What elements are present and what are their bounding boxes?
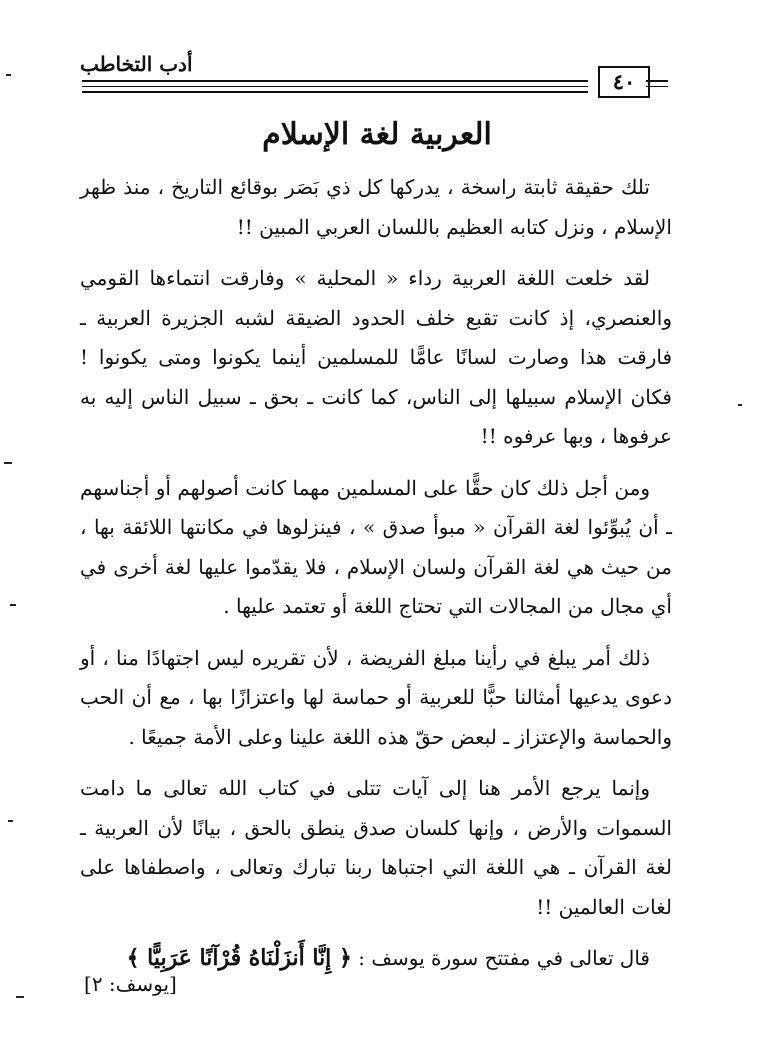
- paragraph: ذلك أمر يبلغ في رأينا مبلغ الفريضة ، لأن تقريره ليس اجتهادًا منا ، أو دعوى يدعيها أمثالنا حبًّا للعربية أو حماسة لها واعتزازًا بها ، مع أن الحب والحماسة والإعتزاز ـ لبعض حقّ هذه اللغة علينا وعلى الأمة جميعًا .: [80, 645, 672, 749]
- scan-speck: [4, 462, 12, 464]
- scan-speck: [738, 404, 742, 406]
- chapter-title: العربية لغة الإسلام: [262, 117, 492, 152]
- header-rule: [646, 80, 668, 82]
- scan-speck: [10, 604, 16, 606]
- paragraph: تلك حقيقة ثابتة راسخة ، يدركها كل ذي بَصَر بوقائع التاريخ ، منذ ظهر الإسلام ، ونزل كتابه العظيم باللسان العربي المبين !!: [80, 175, 672, 239]
- paragraph: لقد خلعت اللغة العربية رداء « المحلية » وفارقت انتماءها القومي والعنصري، إذ كانت تقبع خلف الحدود الضيقة لشبه الجزيرة العربية ـ فارقت هذا وصارت لسانًا عامًّا للمسلمين أينما يكونوا ومتى يكونوا ! فكان الإسلام سبيلها إلى الناس، كما كانت ـ بحق ـ سبيل الناس إليه به عرفوها ، وبها عرفوه !!: [80, 266, 673, 448]
- scan-speck: [8, 820, 13, 822]
- running-head: أدب التخاطب: [80, 52, 193, 76]
- scan-speck: [16, 996, 24, 998]
- quran-verse: ﴿ إِنَّا أَنزَلْنَاهُ قُرْآنًا عَرَبِيًّا ﴾: [126, 945, 352, 971]
- header-rule: [82, 91, 588, 93]
- scan-speck: [6, 74, 11, 76]
- header-rule: [82, 86, 588, 87]
- header-rule: [82, 80, 588, 82]
- body-text: [80, 168, 672, 991]
- verse-intro: قال تعالى في مفتتح سورة يوسف :: [358, 946, 650, 970]
- paragraph: وإنما يرجع الأمر هنا إلى آيات تتلى في كتاب الله تعالى ما دامت السموات والأرض ، وإنها كلسان صدق ينطق بالحق ، بيانًا لأن العربية ـ لغة القرآن ـ هي اللغة التي اجتباها ربنا تبارك وتعالى ، واصطفاها على لغات العالمين !!: [80, 776, 672, 919]
- verse-citation: [يوسف: ٢]: [84, 972, 177, 996]
- paragraph: ومن أجل ذلك كان حقًّا على المسلمين مهما كانت أصولهم أو أجناسهم ـ أن يُبوِّئوا لغة القرآن « مبوأ صدق » ، فينزلوها في مكانتها اللائقة بها ، من حيث هي لغة القرآن ولسان الإسلام ، فلا يقدّموا عليها لغة أخرى في أي مجال من المجالات التي تحتاج اللغة أو تعتمد عليها .: [80, 475, 672, 618]
- header-rule: [646, 86, 668, 87]
- page-number: ٤٠: [598, 66, 650, 98]
